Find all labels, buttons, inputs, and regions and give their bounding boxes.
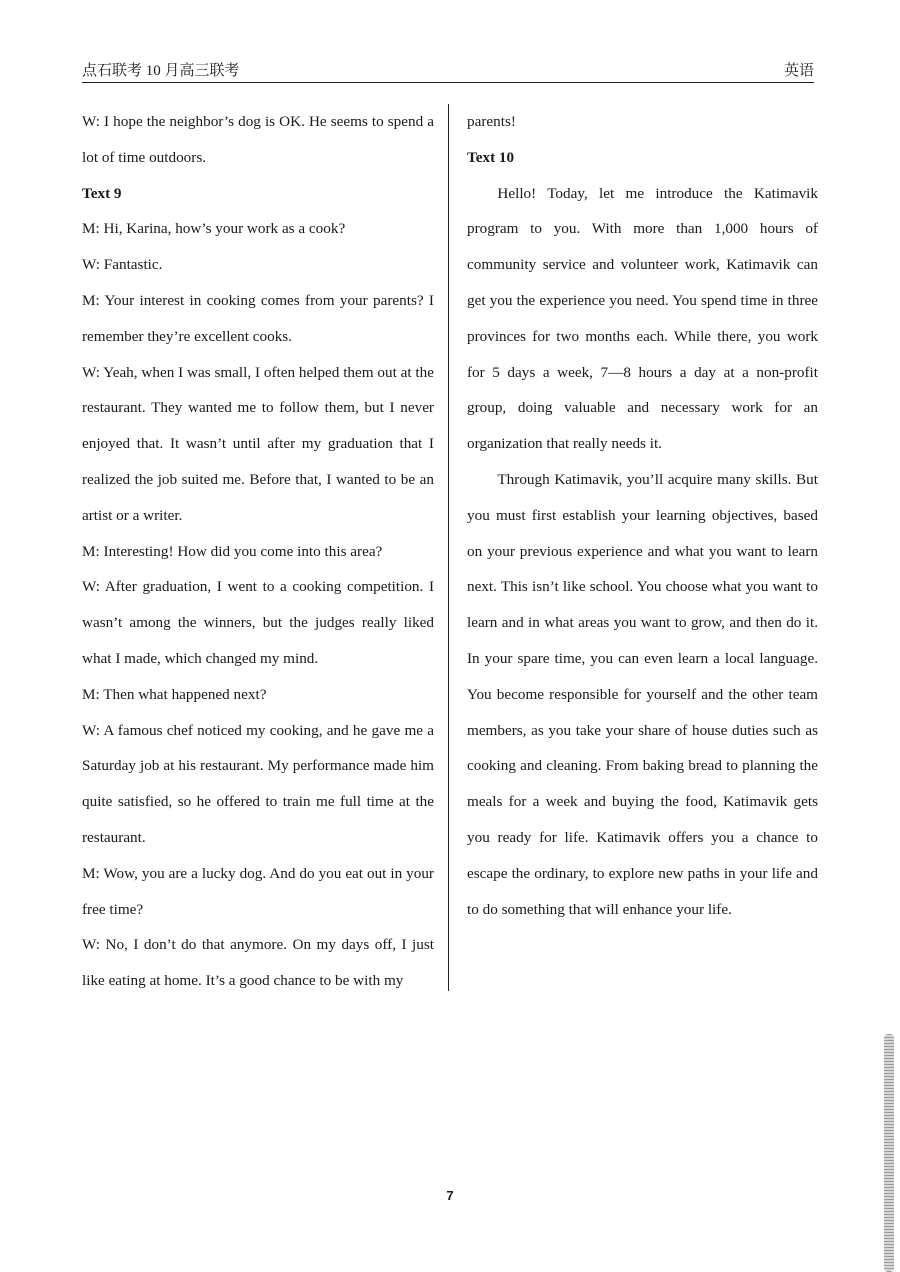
paragraph: Through Katimavik, you’ll acquire many skills. But you must first establish your learning objectives, based on your previous experience and what you want to learn next. This isn’t like school. You choose what you want to learn and in what areas you want to grow, and then do it. In your spare time, you can even learn a local language. You become responsible for yourself and the other team members, as you take your share of house duties such as cooking and cleaning. From baking bread to planning the meals for a week and buying the food, Katimavik gets you ready for life. Katimavik offers you a chance to escape the ordinary, to explore new paths in your life and to do something that will enhance your life. [467,470,818,918]
column-divider [448,104,449,991]
section-heading-text-9: Text 9 [82,184,122,202]
page-number: 7 [446,1188,454,1203]
left-column [82,104,434,999]
paragraph: M: Your interest in cooking comes from your parents? I remember they’re excellent cooks. [82,291,434,345]
subject-label: 英语 [783,63,814,79]
paragraph: M: Interesting! How did you come into this area? [82,542,383,560]
paragraph: W: A famous chef noticed my cooking, and he gave me a Saturday job at his restaurant. My performance made him quite satisfied, so he offered to train me full time at the restaurant. [82,721,434,846]
paragraph: M: Then what happened next? [82,685,267,703]
paragraph: Hello! Today, let me introduce the Katimavik program to you. With more than 1,000 hours of community service and volunteer work, Katimavik can get you the experience you need. You spend time in three provinces for two months each. While there, you work for 5 days a week, 7—8 hours a day at a non-profit group, doing valuable and necessary work for an organization that really needs it. [467,184,818,453]
paragraph: W: No, I don’t do that anymore. On my days off, I just like eating at home. It’s a good chance to be with my [82,936,434,990]
section-heading-text-10: Text 10 [467,148,515,166]
paragraph: W: After graduation, I went to a cooking competition. I wasn’t among the winners, but the judges really liked what I made, which changed my mind. [82,578,434,667]
paragraph: M: Wow, you are a lucky dog. And do you eat out in your free time? [82,864,434,918]
paragraph: W: Yeah, when I was small, I often helped them out at the restaurant. They wanted me to follow them, but I never enjoyed that. It wasn’t until after my graduation that I realized the job suited me. Before that, I wanted to be an artist or a writer. [82,363,434,524]
right-column [467,104,818,927]
paragraph: M: Hi, Karina, how’s your work as a cook? [82,220,346,238]
paragraph: W: Fantastic. [82,256,163,274]
scrollbar[interactable] [884,1034,894,1272]
paragraph: W: I hope the neighbor’s dog is OK. He seems to spend a lot of time outdoors. [82,113,434,166]
page-header [82,60,814,83]
exam-title: 点石联考 10 月高三联考 [82,63,240,79]
paragraph: parents! [467,113,516,130]
